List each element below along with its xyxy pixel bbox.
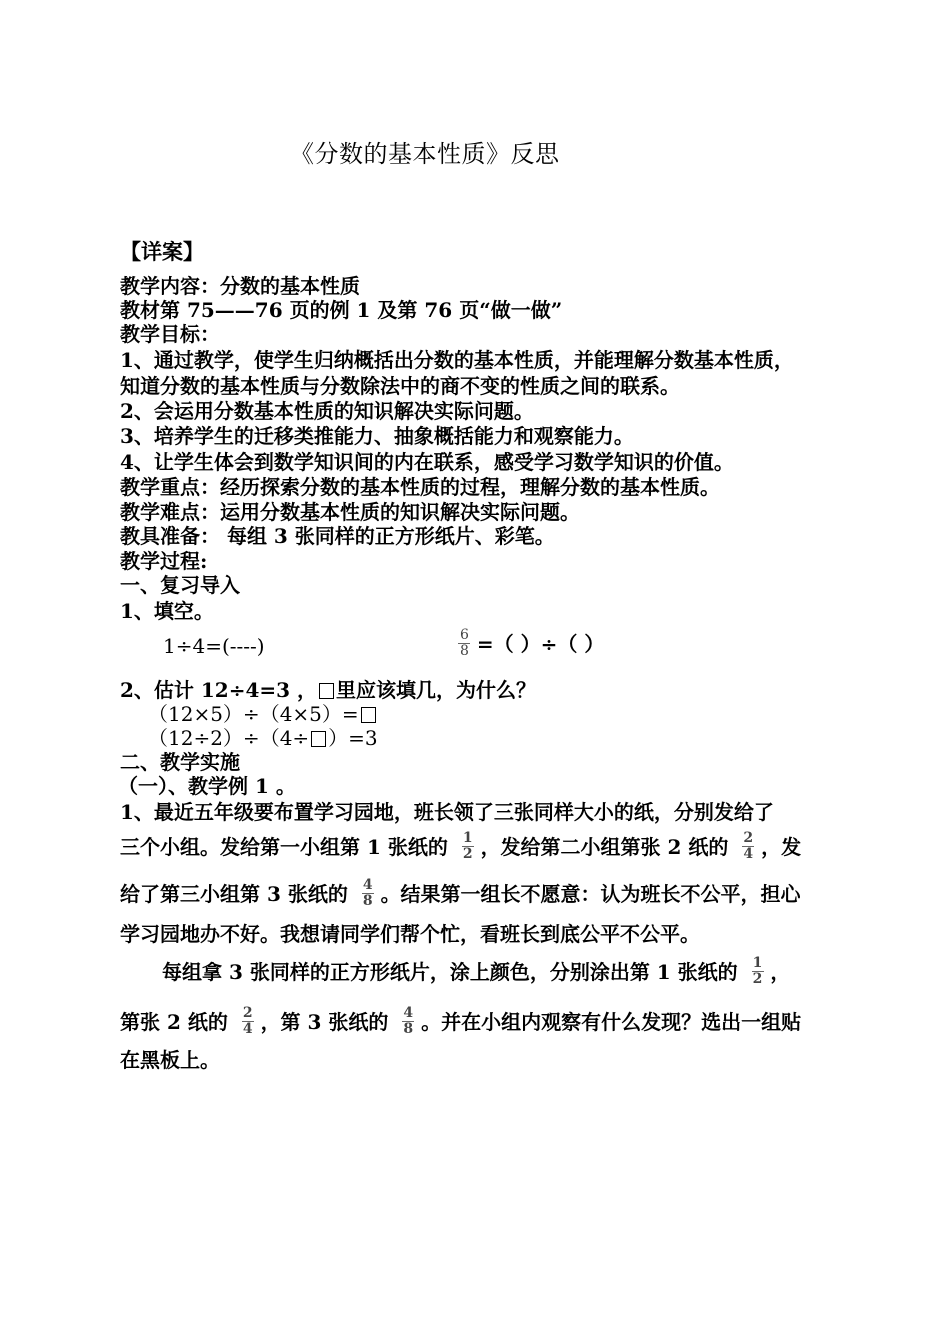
difficulty: 教学难点：运用分数基本性质的知识解决实际问题。 [120,500,580,524]
preparation: 教具准备： 每组 3 张同样的正方形纸片、彩笔。 [120,524,555,548]
paragraph-1-line-1: 1、最近五年级要布置学习园地，班长领了三张同样大小的纸，分别发给了 [120,800,774,824]
fraction-2-4: $\frac{2}{4}$ [242,1005,253,1037]
fraction-2-4: $\frac{2}{4}$ [743,830,754,862]
exercise-1: 1÷4=(----) [163,634,265,658]
goal-2: 2、会运用分数基本性质的知识解决实际问题。 [120,399,534,423]
fraction-1-2: $\frac{1}{2}$ [752,955,763,987]
paragraph-2-line-2: 第张 2 纸的 $\frac{2}{4}$ ，第 3 张纸的 $\frac{4}{8}$ 。并在小组内观察有什么发现？选出一组贴 [120,1005,802,1037]
paragraph-2-line-3: 在黑板上。 [120,1048,220,1072]
section-2: 二、教学实施 [120,750,240,774]
fraction-6-8: $\frac{6}{8}$ [460,627,469,659]
question-2: 2、估计 12÷4=3 ， 里应该填几，为什么？ [120,678,537,702]
example-1: （一）、教学例 1 。 [118,774,296,798]
key-point: 教学重点：经历探索分数的基本性质的过程，理解分数的基本性质。 [120,475,720,499]
material-line: 教材第 75——76 页的例 1 及第 76 页“做一做” [120,298,563,322]
blank-box [319,683,334,699]
fraction-1-2: $\frac{1}{2}$ [462,830,473,862]
blank-box [361,707,376,723]
goals-label: 教学目标： [120,322,220,346]
question-2-line-1: （12×5）÷（4×5）= [148,702,378,726]
section-1: 一、复习导入 [120,573,240,597]
exercise-2: $\frac{6}{8}$ =（ ）÷（ ） [460,627,605,659]
goal-4: 4、让学生体会到数学知识间的内在联系，感受学习数学知识的价值。 [120,450,734,474]
fraction-4-8: $\frac{4}{8}$ [403,1005,414,1037]
process-label: 教学过程: [120,549,208,573]
paragraph-1-line-2: 三个小组。发给第一小组第 1 张纸的 $\frac{1}{2}$ ，发给第二小组第张 2 纸的 $\frac{2}{4}$ ，发 [120,830,802,862]
goal-1a: 1、通过教学，使学生归纳概括出分数的基本性质，并能理解分数基本性质， [120,348,794,372]
goal-3: 3、培养学生的迁移类推能力、抽象概括能力和观察能力。 [120,424,634,448]
teaching-content: 教学内容：分数的基本性质 [120,274,360,298]
blank-box [311,731,326,747]
section-heading: 【详案】 [120,239,204,264]
paragraph-1-line-3: 给了第三小组第 3 张纸的 $\frac{4}{8}$ 。结果第一组长不愿意：认为班长不公平，担心 [120,877,801,909]
fill-label: 1、填空。 [120,599,214,623]
question-2-line-2: （12÷2）÷（4÷ ）=3 [148,726,378,750]
page-title: 《分数的基本性质》反思 [290,140,560,168]
fraction-4-8: $\frac{4}{8}$ [362,877,373,909]
goal-1b: 知道分数的基本性质与分数除法中的商不变的性质之间的联系。 [120,374,680,398]
paragraph-1-line-4: 学习园地办不好。我想请同学们帮个忙，看班长到底公平不公平。 [120,922,700,946]
paragraph-2-line-1: 每组拿 3 张同样的正方形纸片，涂上颜色，分别涂出第 1 张纸的 $\frac{1}{2}$ ， [162,955,791,987]
